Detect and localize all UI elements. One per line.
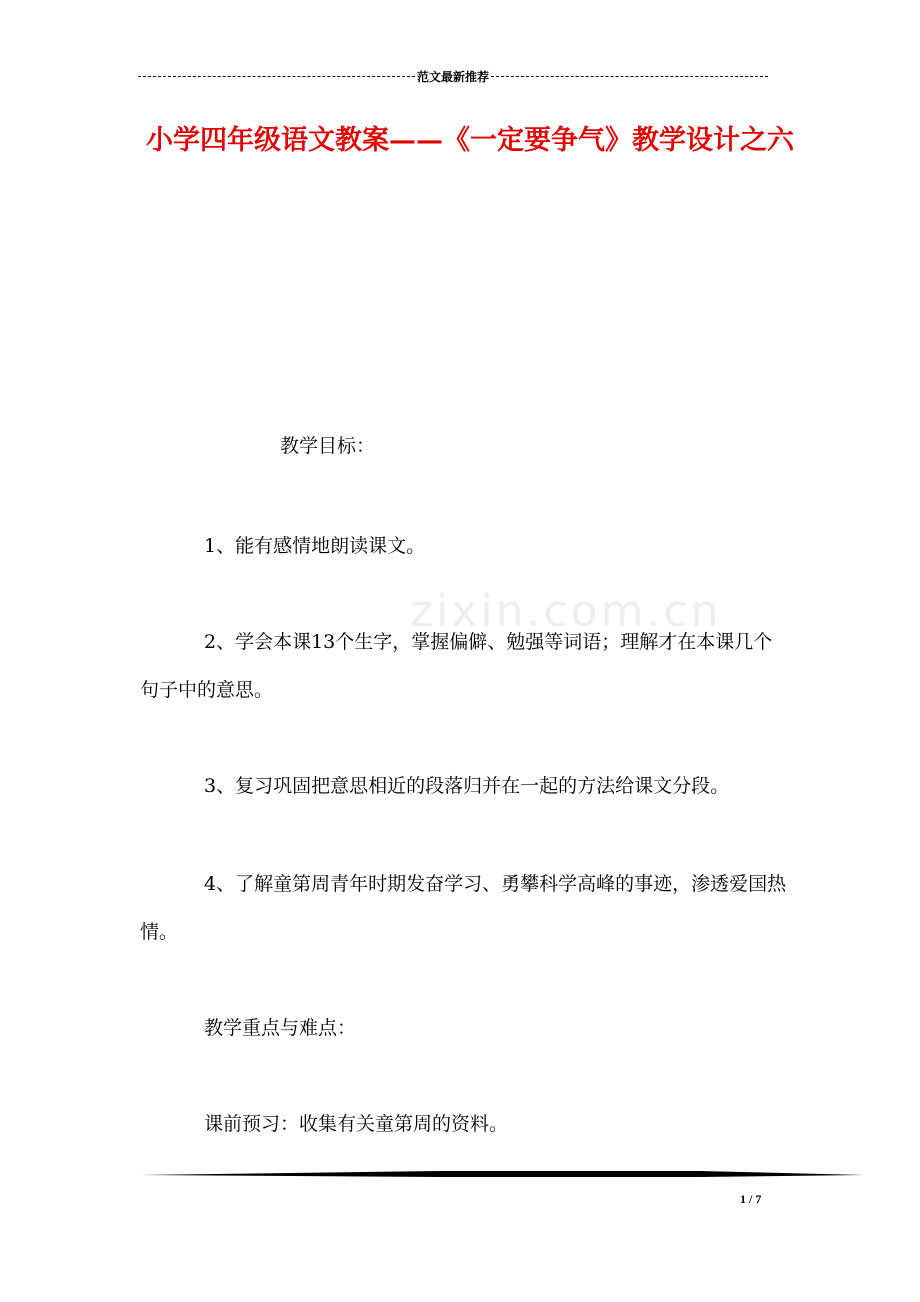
key-points-heading: 教学重点与难点： xyxy=(204,1017,357,1039)
document-title: 小学四年级语文教案——《一定要争气》教学设计之六 xyxy=(146,125,794,156)
objectives-heading: 教学目标： xyxy=(280,435,376,457)
header-rule xyxy=(138,66,768,86)
header-dash-right xyxy=(491,76,768,77)
objective-item-3: 3、复习巩固把意思相近的段落归并在一起的方法给课文分段。 xyxy=(204,775,730,797)
header-label: 范文最新推荐 xyxy=(417,69,490,84)
footer-divider xyxy=(140,1170,864,1178)
page-number: 1 / 7 xyxy=(740,1192,762,1206)
preview-paragraph: 课前预习：收集有关童第周的资料。 xyxy=(204,1113,509,1135)
objective-item-2: 2、学会本课13个生字，掌握偏僻、勉强等词语；理解才在本课几个句子中的意思。 xyxy=(140,631,773,701)
watermark: zixin.com.cn xyxy=(410,586,722,637)
objective-item-4: 4、了解童第周青年时期发奋学习、勇攀科学高峰的事迹，渗透爱国热情。 xyxy=(140,873,787,943)
objective-item-1: 1、能有感情地朗读课文。 xyxy=(204,535,426,557)
header-dash-left xyxy=(138,76,415,77)
